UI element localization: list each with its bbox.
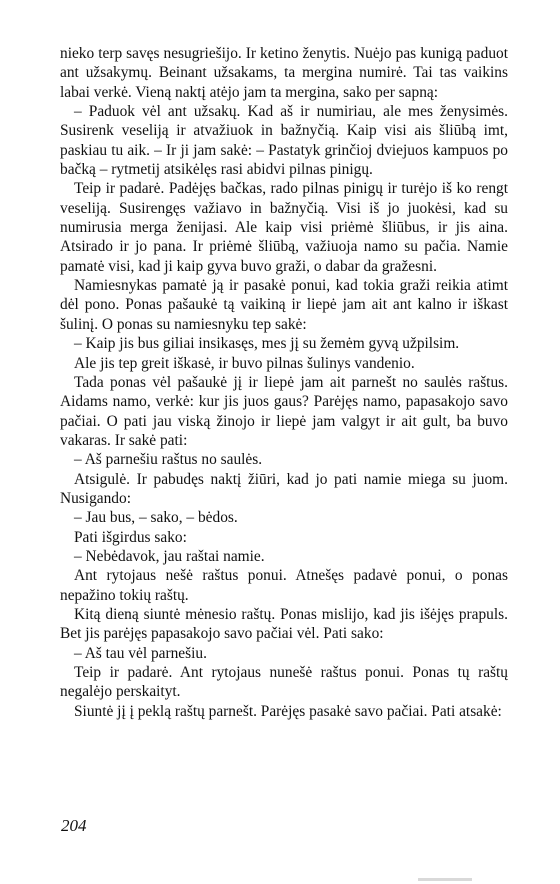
paragraph: Siuntė jį į peklą raštų parnešt. Parėjęs pasakė savo pačiai. Pati atsakė:	[74, 702, 502, 720]
page-body	[60, 44, 508, 721]
page-number: 204	[61, 816, 87, 835]
paragraph: Ale jis tep greit iškasė, ir buvo pilnas šulinys vandenio.	[74, 354, 415, 372]
paragraph: – Paduok vėl ant užsakų. Kad aš ir numiriau, ale mes ženysimės. Susirenk veseliją ir atvažiuok in bažnyčią. Kaip visi ais šliūbą imt, paskiau tu aik. – Ir ji jam sakė: – Pastatyk grinčioj dviejuos kampuos po bačką – rytmetij atsikėlęs rasi abidvi pilnas pinigų.	[60, 103, 508, 179]
paragraph: Namiesnykas pamatė ją ir pasakė ponui, kad tokia graži reikia atimt dėl pono. Ponas pašaukė tą vaikiną ir liepė jam ait ant kalno ir iškast šulinį. O ponas su namiesnyku tep sakė:	[60, 277, 508, 333]
paragraph: Tada ponas vėl pašaukė jį ir liepė jam ait parnešt no saulės raštus. Aidams namo, verkė: kur jis juos gaus? Parėjęs namo, papasakojo savo pačiai. O pati jau viską žinojo ir liepė jam valgyt ir ait gult, ba buvo vakaras. Ir sakė pati:	[60, 373, 508, 449]
paragraph: Ant rytojaus nešė raštus ponui. Atnešęs padavė ponui, o ponas nepažino tokių raštų.	[60, 567, 508, 604]
paragraph: – Aš tau vėl parnešiu.	[74, 644, 207, 662]
paragraph: – Kaip jis bus giliai insikasęs, mes jį su žemėm gyvą užpilsim.	[74, 335, 460, 353]
paragraph: Teip ir padarė. Padėjęs bačkas, rado pilnas pinigų ir turėjo iš ko rengt veseliją. Susirengęs važiavo in bažnyčią. Visi iš jo juokėsi, kad su numirusia merga ženijasi. Ale kaip visi priėmė šliūbus, ir jis aina. Atsirado ir jo pana. Ir priėmė šliūbą, važiuoja namo su pačia. Namie pamatė visi, kad ji kaip gyva buvo graži, o dabar da gražesni.	[60, 180, 508, 275]
paragraph: – Nebėdavok, jau raštai namie.	[74, 547, 265, 565]
paragraph: nieko terp savęs nesugriešijo. Ir ketino ženytis. Nuėjo pas kunigą paduot ant užsakymų. Beinant užsakams, ta mergina numirė. Tai tas vaikins labai verkė. Vieną naktį atėjo jam ta mergina, sako per sapną:	[60, 45, 508, 101]
scan-artifact	[418, 878, 472, 881]
paragraph: – Aš parnešiu raštus no saulės.	[74, 451, 263, 469]
paragraph: – Jau bus, – sako, – bėdos.	[74, 509, 238, 527]
paragraph: Atsigulė. Ir pabudęs naktį žiūri, kad jo pati namie miega su juom. Nusigando:	[60, 470, 508, 507]
paragraph: Teip ir padarė. Ant rytojaus nunešė raštus ponui. Ponas tų raštų negalėjo perskaityt.	[60, 664, 508, 701]
paragraph: Kitą dieną siuntė mėnesio raštų. Ponas mislijo, kad jis išėjęs prapuls. Bet jis parėjęs papasakojo savo pačiai vėl. Pati sako:	[60, 605, 508, 643]
paragraph: Pati išgirdus sako:	[74, 528, 187, 546]
